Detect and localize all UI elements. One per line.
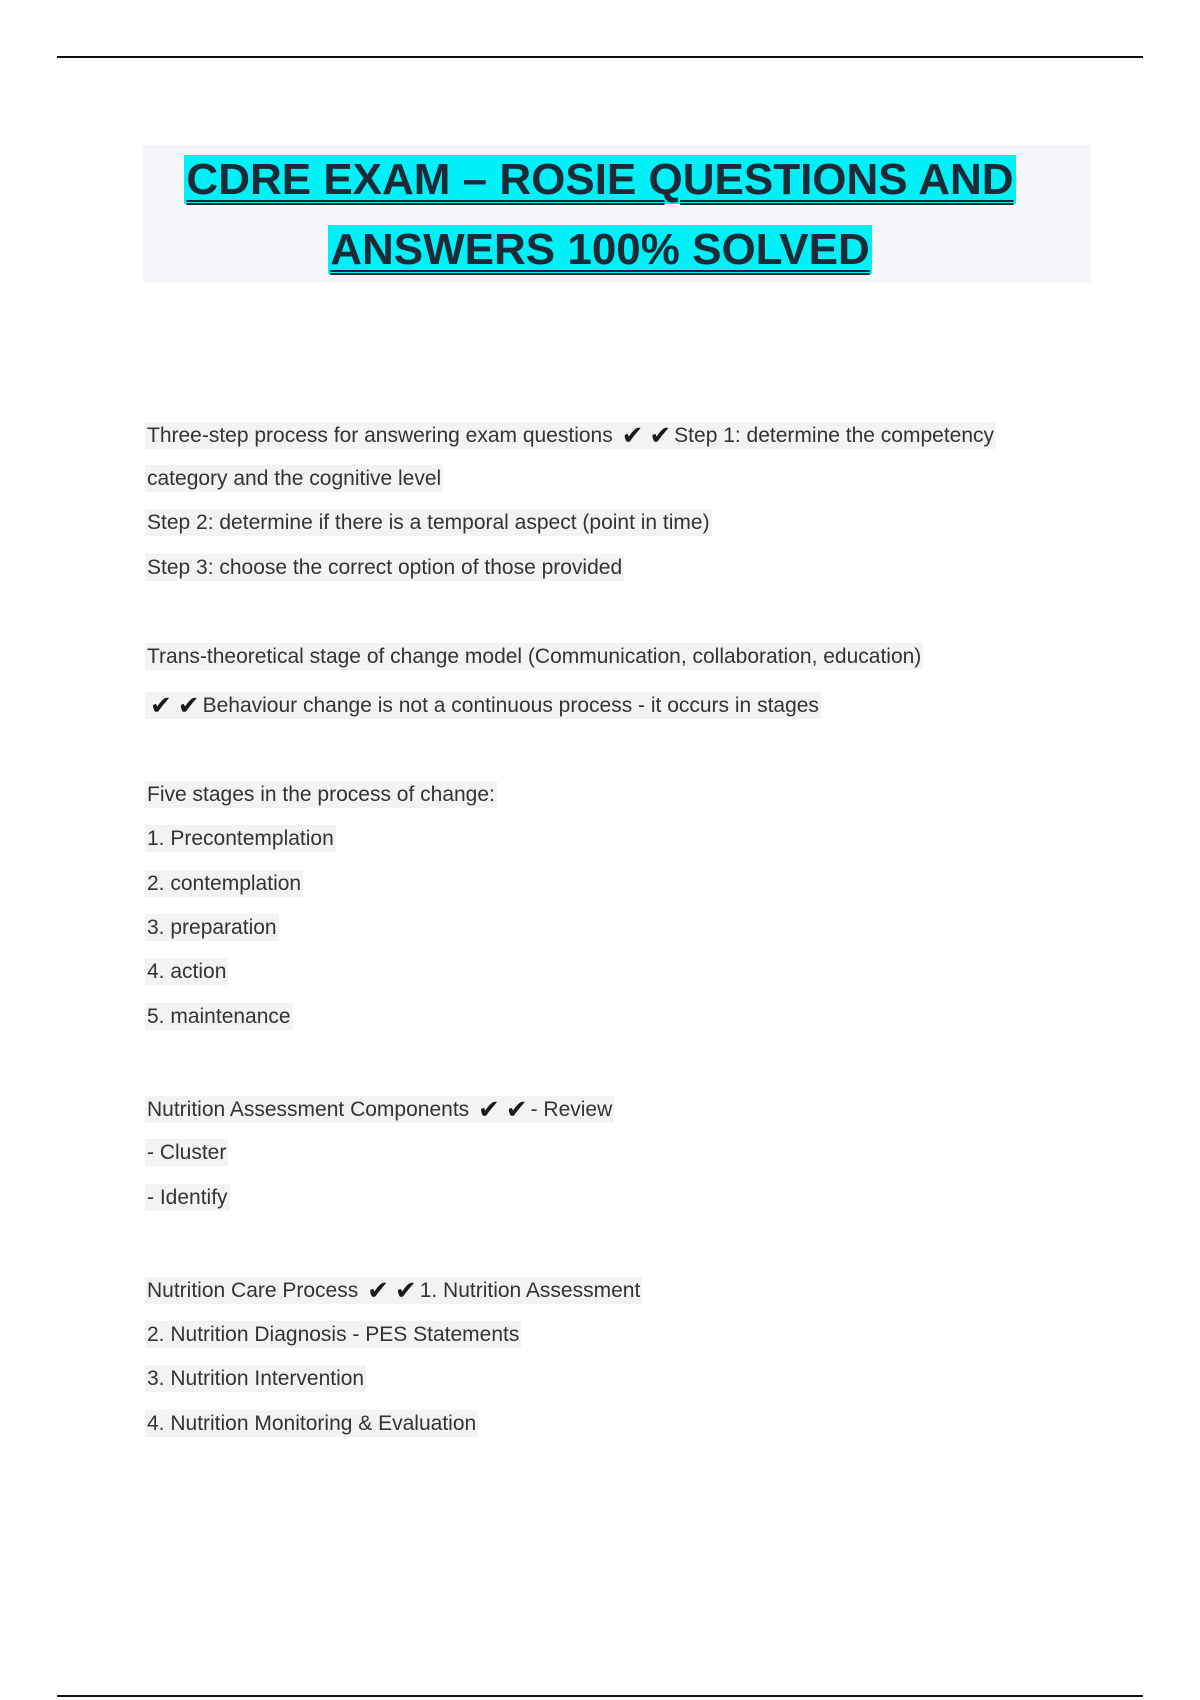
qa-2-answer-line — [145, 688, 821, 723]
qa-3-list-item: 4. action — [147, 960, 227, 983]
qa-5-question: Nutrition Care Process — [147, 1279, 359, 1302]
qa-3-list-item: 3. preparation — [147, 916, 277, 939]
qa-5-answer-line: 3. Nutrition Intervention — [147, 1367, 365, 1390]
qa-3-list-item: 2. contemplation — [147, 872, 302, 895]
document-title-line-2: ANSWERS 100% SOLVED — [330, 225, 870, 274]
bottom-rule — [57, 1695, 1143, 1697]
qa-1-answer-line: category and the cognitive level — [147, 467, 442, 490]
qa-4-answer-line: - Cluster — [147, 1141, 227, 1164]
check-icon: ✔ — [649, 420, 672, 450]
qa-4-question: Nutrition Assessment Components — [147, 1098, 470, 1121]
qa-1-question-line — [145, 418, 996, 453]
qa-5-answer-line: 4. Nutrition Monitoring & Evaluation — [147, 1412, 477, 1435]
check-icon: ✔ — [177, 690, 200, 720]
document-title-line-1: CDRE EXAM – ROSIE QUESTIONS AND — [186, 155, 1014, 204]
qa-3-list-item: 1. Precontemplation — [147, 827, 334, 850]
qa-1-question: Three-step process for answering exam questions — [147, 424, 613, 447]
check-icon: ✔ — [150, 690, 172, 720]
check-icon: ✔ — [367, 1275, 389, 1305]
check-icon: ✔ — [394, 1275, 417, 1305]
qa-5-answer-line: 2. Nutrition Diagnosis - PES Statements — [147, 1323, 520, 1346]
check-icon: ✔ — [505, 1094, 528, 1124]
qa-1-answer-line: Step 2: determine if there is a temporal aspect (point in time) — [147, 511, 710, 534]
qa-4-answer-first: - Review — [530, 1098, 613, 1121]
qa-1-answer-first: Step 1: determine the competency — [674, 424, 995, 447]
qa-2-question: Trans-theoretical stage of change model (Communication, collaboration, education) — [147, 645, 922, 668]
qa-1-answer-line: Step 3: choose the correct option of those provided — [147, 556, 623, 579]
qa-3-list-item: 5. maintenance — [147, 1005, 291, 1028]
qa-4-answer-line: - Identify — [147, 1186, 228, 1209]
qa-5-question-line — [145, 1273, 642, 1308]
check-icon: ✔ — [478, 1094, 500, 1124]
top-rule — [57, 56, 1143, 58]
qa-4-question-line — [145, 1092, 614, 1127]
qa-5-answer-first: 1. Nutrition Assessment — [419, 1279, 641, 1302]
qa-3-line: Five stages in the process of change: — [147, 783, 495, 806]
check-icon: ✔ — [621, 420, 644, 450]
qa-2-answer-first: Behaviour change is not a continuous process - it occurs in stages — [202, 694, 819, 717]
